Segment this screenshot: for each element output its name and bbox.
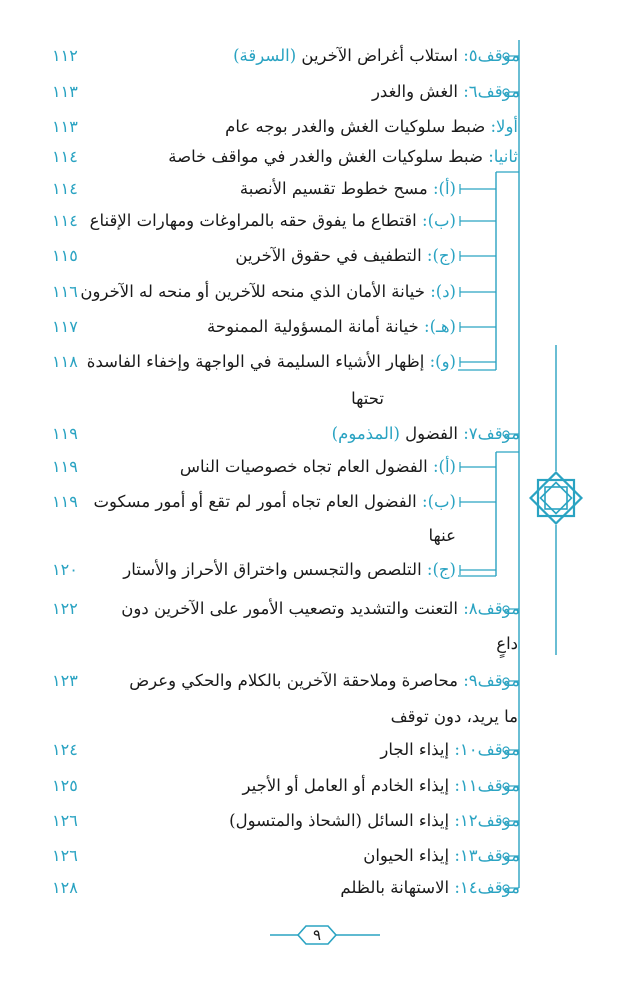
entry-continuation: تحتها — [351, 389, 384, 408]
page-ref: ١١٢ — [52, 46, 78, 65]
toc-entry[interactable]: موقف١١: إيذاء الخادم أو العامل أو الأجير — [242, 776, 520, 795]
page-ref: ١٢٤ — [52, 740, 78, 759]
star-ornament-icon — [529, 471, 583, 525]
entry-continuation: ما يريد، دون توقف — [390, 707, 518, 726]
toc-subentry[interactable]: (أ): مسح خطوط تقسيم الأنصبة — [239, 179, 456, 198]
toc-subentry[interactable]: (ج): التلصص والتجسس واختراق الأحراز والأستار — [123, 560, 456, 579]
entry-continuation: داعٍ — [496, 634, 518, 653]
toc-entry[interactable]: موقف٥: استلاب أغراض الآخرين (السرقة) — [233, 46, 520, 65]
toc-entry[interactable]: موقف١٠: إيذاء الجار — [380, 740, 520, 759]
page-ref: ١٢٦ — [52, 811, 78, 830]
page-ref: ١٢٠ — [52, 560, 78, 579]
page-ref: ١١٩ — [52, 492, 78, 511]
page-ref: ١١٩ — [52, 424, 78, 443]
toc-subentry[interactable]: (ب): اقتطاع ما يفوق حقه بالمراوغات ومهارات الإقناع — [89, 211, 456, 230]
page-ref: ١١٦ — [52, 282, 78, 301]
page-ref: ١١٤ — [52, 179, 78, 198]
page-ref: ١٢٨ — [52, 878, 78, 897]
toc-subentry[interactable]: (ب): الفضول العام تجاه أمور لم تقع أو أمور مسكوت — [93, 492, 456, 511]
toc-entry[interactable]: ثانيا: ضبط سلوكيات الغش والغدر في مواقف خاصة — [168, 147, 518, 166]
toc-entry[interactable]: موقف١٣: إيذاء الحيوان — [363, 846, 520, 865]
toc-entry[interactable]: موقف٧: الفضول (المذموم) — [331, 424, 520, 443]
toc-subentry[interactable]: (و): إظهار الأشياء السليمة في الواجهة وإخفاء الفاسدة — [86, 352, 456, 371]
page-ref: ١١٣ — [52, 82, 78, 101]
page-ref: ١١٥ — [52, 246, 78, 265]
toc-entry[interactable]: موقف١٤: الاستهانة بالظلم — [340, 878, 520, 897]
page-ref: ١١٣ — [52, 117, 78, 136]
page-ref: ١١٤ — [52, 211, 78, 230]
page-ref: ١١٧ — [52, 317, 78, 336]
page-ref: ١١٩ — [52, 457, 78, 476]
page-ref: ١٢٥ — [52, 776, 78, 795]
entry-continuation: عنها — [428, 526, 456, 545]
page-number: ٩ — [312, 926, 322, 944]
toc-subentry[interactable]: (ج): التطفيف في حقوق الآخرين — [235, 246, 456, 265]
toc-entry[interactable]: موقف٦: الغش والغدر — [371, 82, 520, 101]
page-ref: ١٢٣ — [52, 671, 78, 690]
toc-subentry[interactable]: (أ): الفضول العام تجاه خصوصيات الناس — [179, 457, 456, 476]
toc-entry[interactable]: موقف٨: التعنت والتشديد وتصعيب الأمور على الآخرين دون — [121, 599, 520, 618]
page-ref: ١١٤ — [52, 147, 78, 166]
toc-entry[interactable]: موقف٩: محاصرة وملاحقة الآخرين بالكلام والحكي وعرض — [129, 671, 520, 690]
toc-subentry[interactable]: (د): خيانة الأمان الذي منحه للآخرين أو منحه له الآخرون — [80, 282, 456, 301]
toc-subentry[interactable]: (هـ): خيانة أمانة المسؤولية الممنوحة — [207, 317, 456, 336]
page-ref: ١٢٦ — [52, 846, 78, 865]
toc-entry[interactable]: موقف١٢: إيذاء السائل (الشحاذ والمتسول) — [229, 811, 520, 830]
toc-entry[interactable]: أولا: ضبط سلوكيات الغش والغدر بوجه عام — [225, 117, 518, 136]
page-ref: ١١٨ — [52, 352, 78, 371]
page-ref: ١٢٢ — [52, 599, 78, 618]
